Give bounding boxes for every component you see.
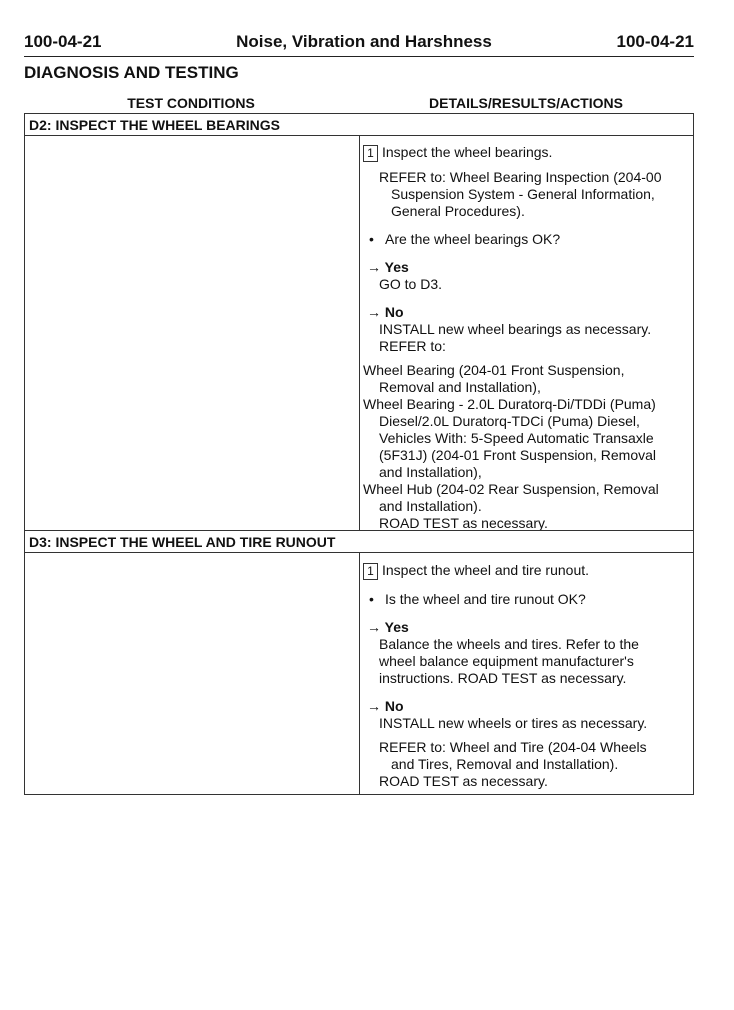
- d2-ref-line: and Installation).: [379, 498, 482, 514]
- diagnosis-table: [24, 113, 694, 795]
- d3-yes-line: Balance the wheels and tires. Refer to the: [379, 636, 639, 652]
- d2-question-text: Are the wheel bearings OK?: [385, 231, 561, 247]
- d3-question: [363, 591, 691, 608]
- d2-ref-line: Removal and Installation),: [379, 379, 541, 395]
- d2-ref-line: Wheel Hub (204-02 Rear Suspension, Removal: [363, 481, 659, 497]
- d3-refer-line: and Tires, Removal and Installation).: [391, 756, 619, 772]
- column-header-details: DETAILS/RESULTS/ACTIONS: [429, 95, 623, 111]
- bullet-icon: •: [369, 591, 374, 607]
- d2-ref-line: Wheel Bearing (204-01 Front Suspension,: [363, 362, 625, 378]
- no-label: → No: [367, 304, 404, 320]
- d2-no-line: INSTALL new wheel bearings as necessary.: [379, 321, 652, 337]
- step-number-box: 1: [363, 145, 378, 162]
- no-label: → No: [367, 698, 404, 714]
- yes-label: → Yes: [367, 619, 409, 635]
- page-header: [24, 30, 694, 57]
- d2-step: [363, 144, 691, 162]
- d3-title: D3: INSPECT THE WHEEL AND TIRE RUNOUT: [25, 531, 693, 553]
- bullet-icon: •: [369, 231, 374, 247]
- d2-details: [363, 144, 691, 532]
- d3-no-label: [363, 698, 691, 715]
- column-header-test-conditions: TEST CONDITIONS: [127, 95, 255, 111]
- step-number-box: 1: [363, 563, 378, 580]
- d3-yes-line: instructions. ROAD TEST as necessary.: [379, 670, 627, 686]
- d3-question-text: Is the wheel and tire runout OK?: [385, 591, 586, 607]
- d2-refer-line: REFER to: Wheel Bearing Inspection (204-00: [379, 169, 662, 185]
- yes-label: → Yes: [367, 259, 409, 275]
- d2-title: D2: INSPECT THE WHEEL BEARINGS: [25, 114, 693, 136]
- d2-ref-line: and Installation),: [379, 464, 482, 480]
- d3-refer-line: ROAD TEST as necessary.: [379, 773, 548, 789]
- section-title: DIAGNOSIS AND TESTING: [24, 63, 239, 82]
- d2-yes-text: GO to D3.: [379, 276, 443, 292]
- column-divider: [359, 553, 360, 794]
- d2-yes-label: [363, 259, 691, 276]
- d2-no-label: [363, 304, 691, 321]
- d2-ref-line: Vehicles With: 5-Speed Automatic Transaxle: [379, 430, 654, 446]
- d2-no-line: REFER to:: [379, 338, 446, 354]
- d3-no-text: INSTALL new wheels or tires as necessary.: [379, 715, 648, 731]
- d3-step: [363, 562, 691, 580]
- d2-ref-line: Diesel/2.0L Duratorq-TDCi (Puma) Diesel,: [379, 413, 640, 429]
- page-number-right: 100-04-21: [616, 32, 694, 51]
- page-number-left: 100-04-21: [24, 32, 102, 51]
- d2-question: [363, 231, 691, 248]
- d2-ref-line: ROAD TEST as necessary.: [379, 515, 548, 531]
- column-divider: [359, 136, 360, 530]
- d2-refer-line: Suspension System - General Information,: [391, 186, 655, 202]
- d2-ref-line: Wheel Bearing - 2.0L Duratorq-Di/TDDi (Puma): [363, 396, 656, 412]
- d3-step-text: Inspect the wheel and tire runout.: [382, 562, 590, 578]
- d2-ref-line: (5F31J) (204-01 Front Suspension, Removal: [379, 447, 657, 463]
- chapter-title: Noise, Vibration and Harshness: [236, 32, 492, 51]
- d3-yes-label: [363, 619, 691, 636]
- d3-details: [363, 562, 691, 790]
- d2-step-text: Inspect the wheel bearings.: [382, 144, 553, 160]
- d3-refer-line: REFER to: Wheel and Tire (204-04 Wheels: [379, 739, 647, 755]
- d2-refer-line: General Procedures).: [391, 203, 525, 219]
- d3-yes-line: wheel balance equipment manufacturer's: [379, 653, 634, 669]
